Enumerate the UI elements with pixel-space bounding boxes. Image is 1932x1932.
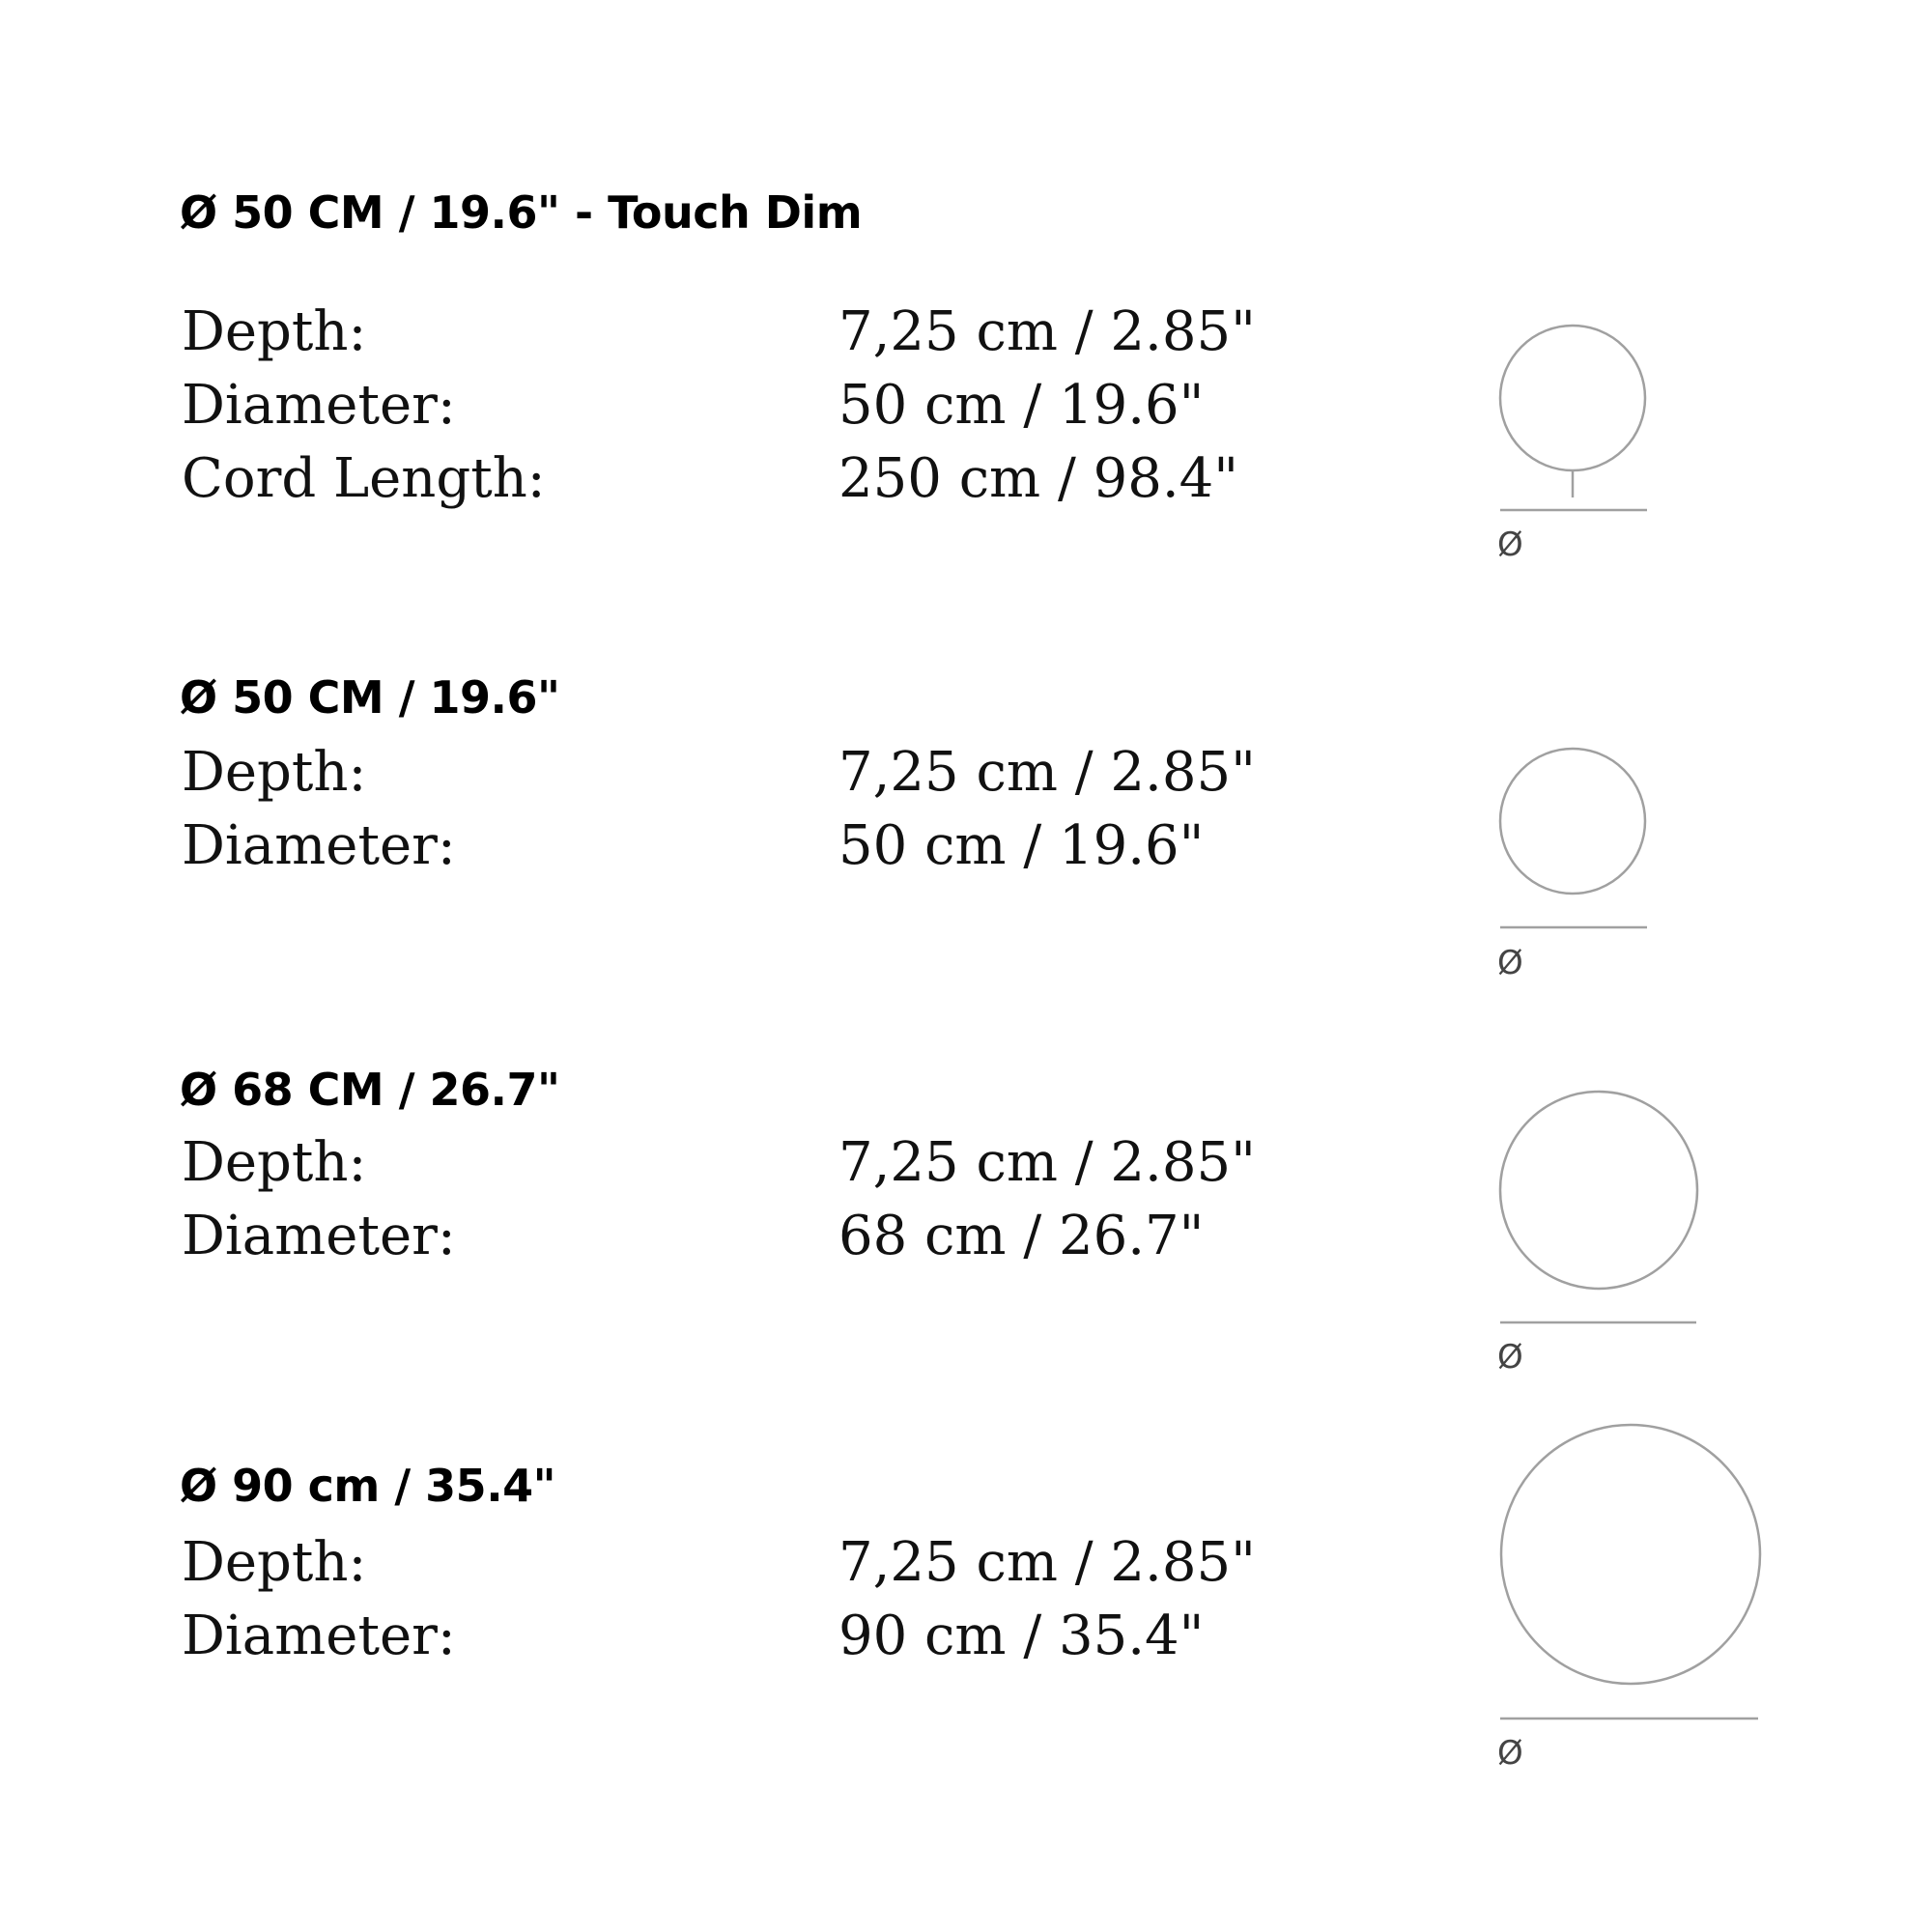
spec-label: Diameter: [182, 1605, 456, 1667]
lamp-outline [1500, 326, 1645, 470]
spec-row-diameter [0, 369, 1352, 442]
lamp-diagram-90cm [1488, 1420, 1797, 1787]
spec-value: 7,25 cm / 2.85" [838, 1531, 1256, 1594]
lamp-diagram-50cm-touch-dim [1488, 309, 1700, 580]
spec-value: 50 cm / 19.6" [838, 374, 1205, 437]
spec-label: Diameter: [182, 1205, 456, 1267]
section-2-heading: Ø 50 CM / 19.6" [180, 671, 560, 724]
spec-row-diameter [0, 1600, 1352, 1673]
section-3-heading: Ø 68 CM / 26.7" [180, 1064, 560, 1116]
spec-value: 7,25 cm / 2.85" [838, 1131, 1256, 1194]
spec-value: 7,25 cm / 2.85" [838, 300, 1256, 363]
spec-label: Depth: [182, 300, 367, 363]
lamp-outline [1500, 749, 1645, 894]
lamp-outline [1500, 1092, 1697, 1289]
spec-label: Depth: [182, 741, 367, 804]
section-4-heading: Ø 90 cm / 35.4" [180, 1460, 556, 1512]
spec-label: Diameter: [182, 814, 456, 877]
section-1-heading: Ø 50 CM / 19.6" - Touch Dim [180, 186, 863, 239]
spec-label: Depth: [182, 1531, 367, 1594]
spec-row-depth [0, 296, 1352, 369]
spec-row-depth [0, 1526, 1352, 1600]
spec-value: 50 cm / 19.6" [838, 814, 1205, 877]
spec-label: Cord Length: [182, 447, 546, 510]
lamp-diagram-68cm [1488, 1082, 1739, 1391]
lamp-outline [1501, 1425, 1760, 1684]
diameter-symbol: Ø [1497, 1338, 1523, 1377]
spec-value: 68 cm / 26.7" [838, 1205, 1205, 1267]
spec-row-depth [0, 736, 1352, 810]
diameter-symbol: Ø [1497, 526, 1523, 564]
spec-value: 90 cm / 35.4" [838, 1605, 1205, 1667]
diameter-symbol: Ø [1497, 944, 1523, 982]
spec-label: Diameter: [182, 374, 456, 437]
spec-value: 250 cm / 98.4" [838, 447, 1239, 510]
spec-row-cord-length [0, 442, 1352, 516]
spec-row-diameter [0, 1200, 1352, 1273]
spec-row-diameter [0, 810, 1352, 883]
spec-value: 7,25 cm / 2.85" [838, 741, 1256, 804]
spec-label: Depth: [182, 1131, 367, 1194]
diameter-symbol: Ø [1497, 1734, 1523, 1773]
spec-row-depth [0, 1126, 1352, 1200]
lamp-diagram-50cm [1488, 734, 1700, 1005]
